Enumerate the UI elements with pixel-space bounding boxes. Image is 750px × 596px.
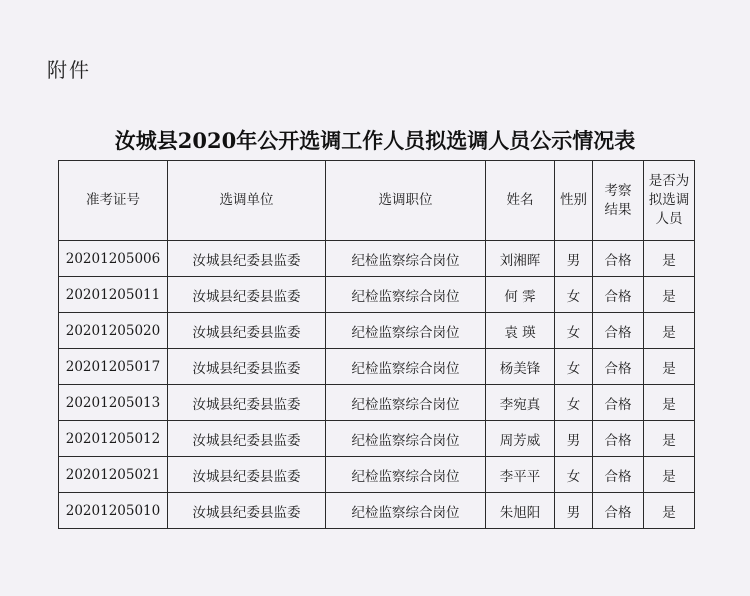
cell-exam-id: 20201205020: [59, 313, 168, 349]
table-header-row: [59, 161, 695, 241]
cell-result: 合格: [593, 421, 644, 457]
table-row: [59, 385, 695, 421]
cell-gender: 男: [555, 493, 593, 529]
cell-exam-id: 20201205012: [59, 421, 168, 457]
cell-selected: 是: [644, 313, 695, 349]
cell-result: 合格: [593, 457, 644, 493]
cell-unit: 汝城县纪委县监委: [168, 421, 326, 457]
cell-selected: 是: [644, 421, 695, 457]
header-result: 考察结果: [593, 161, 644, 241]
cell-unit: 汝城县纪委县监委: [168, 385, 326, 421]
cell-result: 合格: [593, 349, 644, 385]
cell-unit: 汝城县纪委县监委: [168, 349, 326, 385]
cell-position: 纪检监察综合岗位: [326, 385, 486, 421]
header-unit: 选调单位: [168, 161, 326, 241]
cell-unit: 汝城县纪委县监委: [168, 313, 326, 349]
cell-gender: 女: [555, 313, 593, 349]
cell-gender: 女: [555, 385, 593, 421]
cell-name: 李平平: [486, 457, 555, 493]
cell-position: 纪检监察综合岗位: [326, 493, 486, 529]
cell-name: 杨美锋: [486, 349, 555, 385]
cell-result: 合格: [593, 493, 644, 529]
table-row: [59, 421, 695, 457]
cell-result: 合格: [593, 277, 644, 313]
table-row: [59, 313, 695, 349]
cell-position: 纪检监察综合岗位: [326, 241, 486, 277]
cell-unit: 汝城县纪委县监委: [168, 241, 326, 277]
cell-name: 周芳威: [486, 421, 555, 457]
cell-position: 纪检监察综合岗位: [326, 349, 486, 385]
cell-unit: 汝城县纪委县监委: [168, 457, 326, 493]
cell-gender: 男: [555, 421, 593, 457]
cell-result: 合格: [593, 385, 644, 421]
cell-position: 纪检监察综合岗位: [326, 277, 486, 313]
cell-gender: 女: [555, 277, 593, 313]
table-row: [59, 241, 695, 277]
cell-result: 合格: [593, 313, 644, 349]
cell-exam-id: 20201205011: [59, 277, 168, 313]
cell-name: 李宛真: [486, 385, 555, 421]
cell-selected: 是: [644, 385, 695, 421]
cell-gender: 女: [555, 457, 593, 493]
header-name: 姓名: [486, 161, 555, 241]
table-row: [59, 493, 695, 529]
cell-selected: 是: [644, 493, 695, 529]
cell-selected: 是: [644, 277, 695, 313]
cell-exam-id: 20201205021: [59, 457, 168, 493]
cell-unit: 汝城县纪委县监委: [168, 493, 326, 529]
table-row: [59, 457, 695, 493]
cell-name: 袁 瑛: [486, 313, 555, 349]
table-row: [59, 349, 695, 385]
cell-exam-id: 20201205006: [59, 241, 168, 277]
cell-gender: 男: [555, 241, 593, 277]
header-exam-id: 准考证号: [59, 161, 168, 241]
cell-position: 纪检监察综合岗位: [326, 457, 486, 493]
cell-position: 纪检监察综合岗位: [326, 421, 486, 457]
cell-exam-id: 20201205017: [59, 349, 168, 385]
cell-unit: 汝城县纪委县监委: [168, 277, 326, 313]
header-selected: 是否为拟选调人员: [644, 161, 695, 241]
cell-gender: 女: [555, 349, 593, 385]
cell-name: 朱旭阳: [486, 493, 555, 529]
cell-name: 刘湘晖: [486, 241, 555, 277]
cell-selected: 是: [644, 241, 695, 277]
attachment-label: 附件: [47, 58, 91, 82]
header-gender: 性别: [555, 161, 593, 241]
cell-name: 何 霁: [486, 277, 555, 313]
table-row: [59, 277, 695, 313]
cell-selected: 是: [644, 349, 695, 385]
cell-selected: 是: [644, 457, 695, 493]
document-title: 汝城县2020年公开选调工作人员拟选调人员公示情况表: [114, 128, 636, 153]
cell-position: 纪检监察综合岗位: [326, 313, 486, 349]
cell-exam-id: 20201205010: [59, 493, 168, 529]
results-table: [58, 160, 695, 529]
cell-result: 合格: [593, 241, 644, 277]
header-position: 选调职位: [326, 161, 486, 241]
cell-exam-id: 20201205013: [59, 385, 168, 421]
